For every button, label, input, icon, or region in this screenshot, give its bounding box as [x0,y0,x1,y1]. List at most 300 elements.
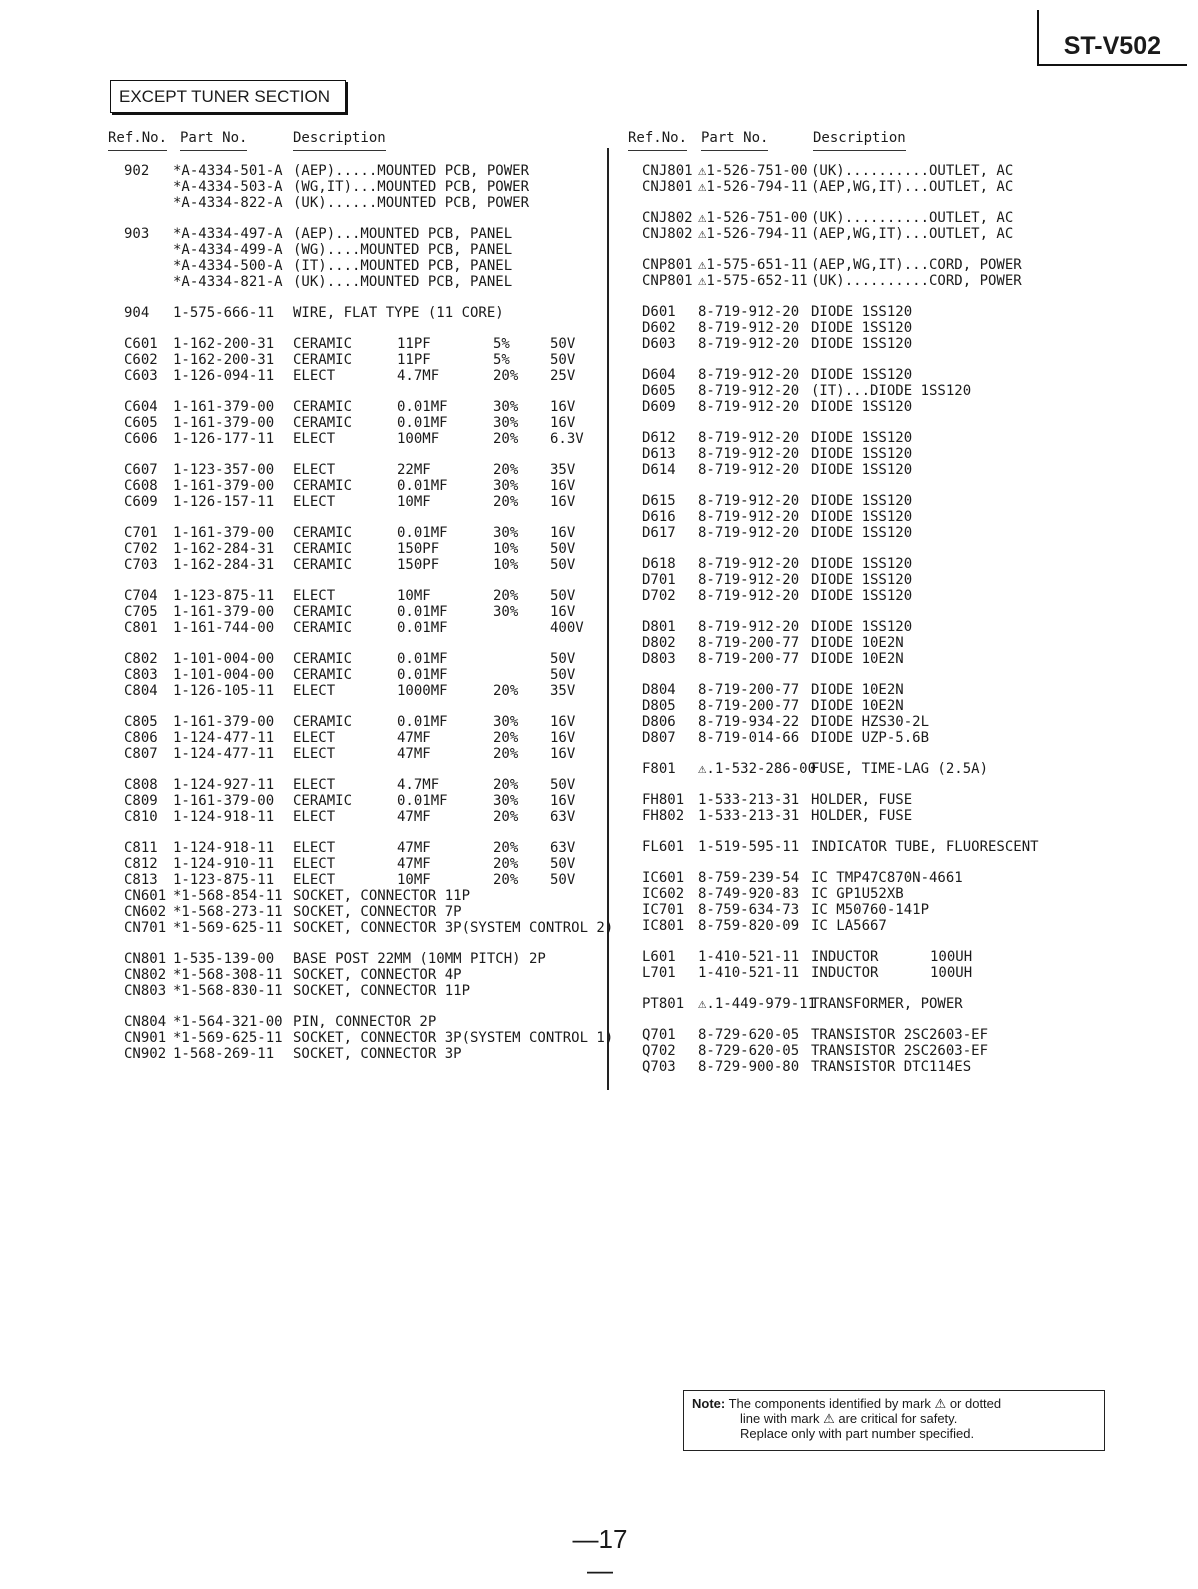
ref-no: FL601 [642,839,685,855]
value: 10MF [397,588,431,604]
ref-no: F801 [642,761,676,777]
table-row [0,556,1190,572]
ref-no: D602 [642,320,676,336]
value: 4.7MF [397,368,440,384]
tolerance: 10% [493,541,519,557]
description: DIODE UZP-5.6B [811,730,930,746]
part-no: 1-126-094-11 [173,368,275,384]
voltage: 16V [550,399,576,415]
description: CERAMIC [293,478,353,494]
ref-no: D805 [642,698,676,714]
ref-no: C803 [124,667,158,683]
note-line-3: Replace only with part number specified. [740,1426,975,1441]
tolerance: 20% [493,368,519,384]
description: TRANSISTOR DTC114ES [811,1059,972,1075]
part-no: 1-161-379-00 [173,478,275,494]
part-no: 1-161-744-00 [173,620,275,636]
part-no: *1-568-308-11 [173,967,283,983]
ref-no: C811 [124,840,158,856]
part-no: ⚠1-575-652-11 [698,273,808,289]
voltage: 50V [550,651,576,667]
part-no: 1-161-379-00 [173,793,275,809]
part-no: 1-124-918-11 [173,840,275,856]
table-row [0,619,1190,635]
ref-no: 904 [124,305,150,321]
desc-header: Description [293,130,386,151]
voltage: 16V [550,714,576,730]
voltage: 16V [550,604,576,620]
ref-no: D603 [642,336,676,352]
tolerance: 20% [493,588,519,604]
ref-no: C604 [124,399,158,415]
description: CERAMIC [293,714,353,730]
description: CERAMIC [293,651,353,667]
description: DIODE 1SS120 [811,619,913,635]
ref-no: IC602 [642,886,685,902]
description: DIODE 1SS120 [811,367,913,383]
value: 22MF [397,462,431,478]
ref-no: C704 [124,588,158,604]
value: 150PF [397,541,440,557]
table-row [0,902,1190,918]
part-no: 1-124-927-11 [173,777,275,793]
part-no: 1-126-105-11 [173,683,275,699]
tolerance: 20% [493,683,519,699]
part-no: 1-123-357-00 [173,462,275,478]
part-no: 8-729-900-80 [698,1059,800,1075]
ref-no: D615 [642,493,676,509]
description: DIODE 1SS120 [811,304,913,320]
part-no: *1-564-321-00 [173,1014,283,1030]
voltage: 50V [550,336,576,352]
ref-no: C608 [124,478,158,494]
ref-no: Q702 [642,1043,676,1059]
voltage: 50V [550,777,576,793]
value: 0.01MF [397,714,448,730]
ref-no: CN901 [124,1030,167,1046]
description: CERAMIC [293,399,353,415]
table-row [0,226,1190,242]
table-row [0,730,1190,746]
model-box [1037,10,1187,66]
part-no: 1-101-004-00 [173,667,275,683]
table-row [0,635,1190,651]
table-row [0,949,1190,965]
table-row [0,304,1190,320]
section-title: EXCEPT TUNER SECTION [110,80,346,113]
ref-no: CN804 [124,1014,167,1030]
note-line-1: The components identified by mark ⚠ or dotted [728,1396,1002,1411]
ref-no: CNJ801 [642,163,693,179]
description: CERAMIC [293,604,353,620]
description: ELECT [293,730,336,746]
description: CERAMIC [293,352,353,368]
ref-no: C806 [124,730,158,746]
voltage: 50V [550,352,576,368]
description: WIRE, FLAT TYPE (11 CORE) [293,305,504,321]
part-no: 1-124-910-11 [173,856,275,872]
table-row [0,886,1190,902]
description: TRANSISTOR 2SC2603-EF [811,1043,989,1059]
part-no: 1-162-284-31 [173,557,275,573]
tolerance: 30% [493,525,519,541]
part-no: 1-535-139-00 [173,951,275,967]
description: (UK)..........OUTLET, AC [811,210,1014,226]
ref-no: D613 [642,446,676,462]
part-no: *1-568-854-11 [173,888,283,904]
table-row [0,399,1190,415]
voltage: 50V [550,872,576,888]
tolerance: 20% [493,730,519,746]
part-no: 1-161-379-00 [173,525,275,541]
description: SOCKET, CONNECTOR 7P [293,904,462,920]
description: DIODE 1SS120 [811,588,913,604]
ref-no: Q703 [642,1059,676,1075]
tolerance: 20% [493,462,519,478]
description: ELECT [293,368,336,384]
table-row [0,462,1190,478]
ref-no: CNJ801 [642,179,693,195]
description: (UK)..........CORD, POWER [811,273,1022,289]
ref-no: L601 [642,949,676,965]
ref-no: CN902 [124,1046,167,1062]
part-no: 8-719-200-77 [698,698,800,714]
ref-no: D803 [642,651,676,667]
description: (AEP).....MOUNTED PCB, POWER [293,163,530,179]
ref-no: Q701 [642,1027,676,1043]
ref-no: C804 [124,683,158,699]
description: DIODE 10E2N [811,682,904,698]
part-header: Part No. [701,130,768,151]
tolerance: 20% [493,746,519,762]
value: 0.01MF [397,604,448,620]
description: DIODE 1SS120 [811,320,913,336]
part-no: 8-719-912-20 [698,572,800,588]
ref-no: D612 [642,430,676,446]
voltage: 50V [550,667,576,683]
table-row [0,320,1190,336]
ref-no: PT801 [642,996,685,1012]
ref-header: Ref.No. [628,130,687,151]
description: DIODE 10E2N [811,635,904,651]
part-no: 8-719-912-20 [698,525,800,541]
description: SOCKET, CONNECTOR 11P [293,983,471,999]
part-no: *A-4334-500-A [173,258,283,274]
table-row [0,918,1190,934]
voltage: 16V [550,494,576,510]
ref-no: C603 [124,368,158,384]
ref-no: CN701 [124,920,167,936]
value: 0.01MF [397,525,448,541]
part-header: Part No. [180,130,247,151]
ref-no: C801 [124,620,158,636]
description: DIODE 10E2N [811,698,904,714]
part-no: 1-123-875-11 [173,872,275,888]
ref-no: C812 [124,856,158,872]
part-no: 8-719-912-20 [698,556,800,572]
description: INDUCTOR [811,965,879,981]
part-no: ⚠1-526-751-00 [698,163,808,179]
description: INDUCTOR [811,949,879,965]
voltage: 63V [550,840,576,856]
part-no: 1-124-477-11 [173,746,275,762]
ref-no: C609 [124,494,158,510]
part-no: 8-719-934-22 [698,714,800,730]
ref-no: IC701 [642,902,685,918]
description: (AEP,WG,IT)...CORD, POWER [811,257,1022,273]
ref-no: D609 [642,399,676,415]
tolerance: 30% [493,793,519,809]
value: 11PF [397,352,431,368]
voltage: 35V [550,462,576,478]
tolerance: 30% [493,399,519,415]
description: PIN, CONNECTOR 2P [293,1014,437,1030]
table-row [0,446,1190,462]
value: 0.01MF [397,478,448,494]
part-no: 8-749-920-83 [698,886,800,902]
table-row [0,714,1190,730]
voltage: 16V [550,525,576,541]
description: ELECT [293,809,336,825]
ref-header: Ref.No. [108,130,167,151]
ref-no: D801 [642,619,676,635]
part-no: *A-4334-499-A [173,242,283,258]
part-no: ⚠.1-532-286-00 [698,761,817,777]
voltage: 25V [550,368,576,384]
tolerance: 20% [493,431,519,447]
table-row [0,870,1190,886]
part-no: *A-4334-821-A [173,274,283,290]
table-row [0,651,1190,667]
model-number: ST-V502 [1063,32,1161,60]
description: DIODE 1SS120 [811,493,913,509]
description: (AEP,WG,IT)...OUTLET, AC [811,226,1014,242]
voltage: 16V [550,746,576,762]
description: (IT)...DIODE 1SS120 [811,383,972,399]
description: (AEP)...MOUNTED PCB, PANEL [293,226,513,242]
ref-no: D618 [642,556,676,572]
table-row [0,509,1190,525]
description: CERAMIC [293,415,353,431]
voltage: 16V [550,478,576,494]
tolerance: 10% [493,557,519,573]
voltage: 35V [550,683,576,699]
part-no: 1-161-379-00 [173,604,275,620]
part-no: 1-162-200-31 [173,336,275,352]
ref-no: C808 [124,777,158,793]
part-no: 8-719-014-66 [698,730,800,746]
part-no: 8-759-820-09 [698,918,800,934]
ref-no: D702 [642,588,676,604]
part-no: 1-410-521-11 [698,949,800,965]
tolerance: 20% [493,856,519,872]
part-no: 8-719-912-20 [698,383,800,399]
table-row [0,808,1190,824]
table-row [0,698,1190,714]
ref-no: CNJ802 [642,210,693,226]
description: DIODE 1SS120 [811,446,913,462]
part-no: ⚠.1-449-979-11 [698,996,817,1012]
table-row [0,383,1190,399]
description: ELECT [293,588,336,604]
ref-no: D701 [642,572,676,588]
ref-no: C701 [124,525,158,541]
ref-no: FH802 [642,808,685,824]
safety-note [683,1390,1105,1451]
table-row [0,493,1190,509]
table-row [0,336,1190,352]
description: SOCKET, CONNECTOR 3P(SYSTEM CONTROL 2) [293,920,614,936]
description: TRANSISTOR 2SC2603-EF [811,1027,989,1043]
ref-no: C807 [124,746,158,762]
table-row [0,682,1190,698]
description: ELECT [293,872,336,888]
desc-header: Description [813,130,906,151]
description: DIODE 1SS120 [811,556,913,572]
table-row [0,430,1190,446]
part-no: *A-4334-501-A [173,163,283,179]
part-no: *1-569-625-11 [173,920,283,936]
description: ELECT [293,431,336,447]
description: TRANSFORMER, POWER [811,996,963,1012]
value: 11PF [397,336,431,352]
ref-no: C606 [124,431,158,447]
part-no: 8-729-620-05 [698,1027,800,1043]
table-row [0,367,1190,383]
part-no: 8-719-200-77 [698,651,800,667]
ref-no: CN803 [124,983,167,999]
ref-no: 902 [124,163,150,179]
description: CERAMIC [293,620,353,636]
description: IC LA5667 [811,918,887,934]
value: 150PF [397,557,440,573]
tolerance: 20% [493,777,519,793]
ref-no: FH801 [642,792,685,808]
value: 47MF [397,856,431,872]
part-no: 1-568-269-11 [173,1046,275,1062]
table-row [0,572,1190,588]
ref-no: C605 [124,415,158,431]
part-no: 8-719-912-20 [698,509,800,525]
description: ELECT [293,683,336,699]
ref-no: D807 [642,730,676,746]
ref-no: C601 [124,336,158,352]
description: (AEP,WG,IT)...OUTLET, AC [811,179,1014,195]
description: IC GP1U52XB [811,886,904,902]
part-no: 1-519-595-11 [698,839,800,855]
part-no: 1-124-918-11 [173,809,275,825]
ref-no: 903 [124,226,150,242]
value: 0.01MF [397,793,448,809]
description: IC M50760-141P [811,902,930,918]
part-no: *A-4334-822-A [173,195,283,211]
description: CERAMIC [293,793,353,809]
tolerance: 30% [493,604,519,620]
ref-no: C810 [124,809,158,825]
ref-no: D616 [642,509,676,525]
part-no: 1-575-666-11 [173,305,275,321]
description: DIODE 1SS120 [811,509,913,525]
part-no: 8-759-634-73 [698,902,800,918]
part-no: 1-533-213-31 [698,808,800,824]
part-no: 1-101-004-00 [173,651,275,667]
value: 0.01MF [397,415,448,431]
value: 1000MF [397,683,448,699]
part-no: 1-124-477-11 [173,730,275,746]
ref-no: C702 [124,541,158,557]
part-no: 1-162-284-31 [173,541,275,557]
table-row [0,273,1190,289]
part-no: 1-161-379-00 [173,399,275,415]
part-no: 8-759-239-54 [698,870,800,886]
voltage: 50V [550,541,576,557]
part-no: ⚠1-526-751-00 [698,210,808,226]
table-row [0,1059,1190,1075]
voltage: 63V [550,809,576,825]
ref-no: CNJ802 [642,226,693,242]
part-no: 1-161-379-00 [173,415,275,431]
description: ELECT [293,494,336,510]
voltage: 6.3V [550,431,584,447]
description: ELECT [293,746,336,762]
table-row [0,525,1190,541]
ref-no: D601 [642,304,676,320]
description: (WG)....MOUNTED PCB, PANEL [293,242,513,258]
ref-no: C802 [124,651,158,667]
description: (IT)....MOUNTED PCB, PANEL [293,258,513,274]
part-no: 8-719-912-20 [698,446,800,462]
ref-no: D806 [642,714,676,730]
table-row [0,1027,1190,1043]
part-no: 8-719-912-20 [698,493,800,509]
value: 47MF [397,809,431,825]
description: DIODE 1SS120 [811,462,913,478]
ref-no: C703 [124,557,158,573]
tolerance: 30% [493,478,519,494]
description: DIODE 1SS120 [811,525,913,541]
description: BASE POST 22MM (10MM PITCH) 2P [293,951,546,967]
table-row [0,588,1190,604]
table-row [0,996,1190,1012]
ref-no: IC801 [642,918,685,934]
value: 47MF [397,746,431,762]
ref-no: C705 [124,604,158,620]
part-no: 8-719-912-20 [698,320,800,336]
ref-no: D605 [642,383,676,399]
description: HOLDER, FUSE [811,792,913,808]
table-row [0,965,1190,981]
description: (WG,IT)...MOUNTED PCB, POWER [293,179,530,195]
ref-no: L701 [642,965,676,981]
description: (UK)....MOUNTED PCB, PANEL [293,274,513,290]
description: SOCKET, CONNECTOR 4P [293,967,462,983]
tolerance: 20% [493,840,519,856]
part-no: *A-4334-503-A [173,179,283,195]
ref-no: D804 [642,682,676,698]
note-label: Note: [692,1396,726,1411]
description: SOCKET, CONNECTOR 11P [293,888,471,904]
value: 10MF [397,494,431,510]
note-line-2: line with mark ⚠ are critical for safety. [740,1411,958,1426]
description: ELECT [293,840,336,856]
part-no: *1-568-273-11 [173,904,283,920]
part-no: *1-569-625-11 [173,1030,283,1046]
table-row [0,257,1190,273]
part-no: 8-729-620-05 [698,1043,800,1059]
part-no: *1-568-830-11 [173,983,283,999]
description: CERAMIC [293,541,353,557]
voltage: 16V [550,730,576,746]
